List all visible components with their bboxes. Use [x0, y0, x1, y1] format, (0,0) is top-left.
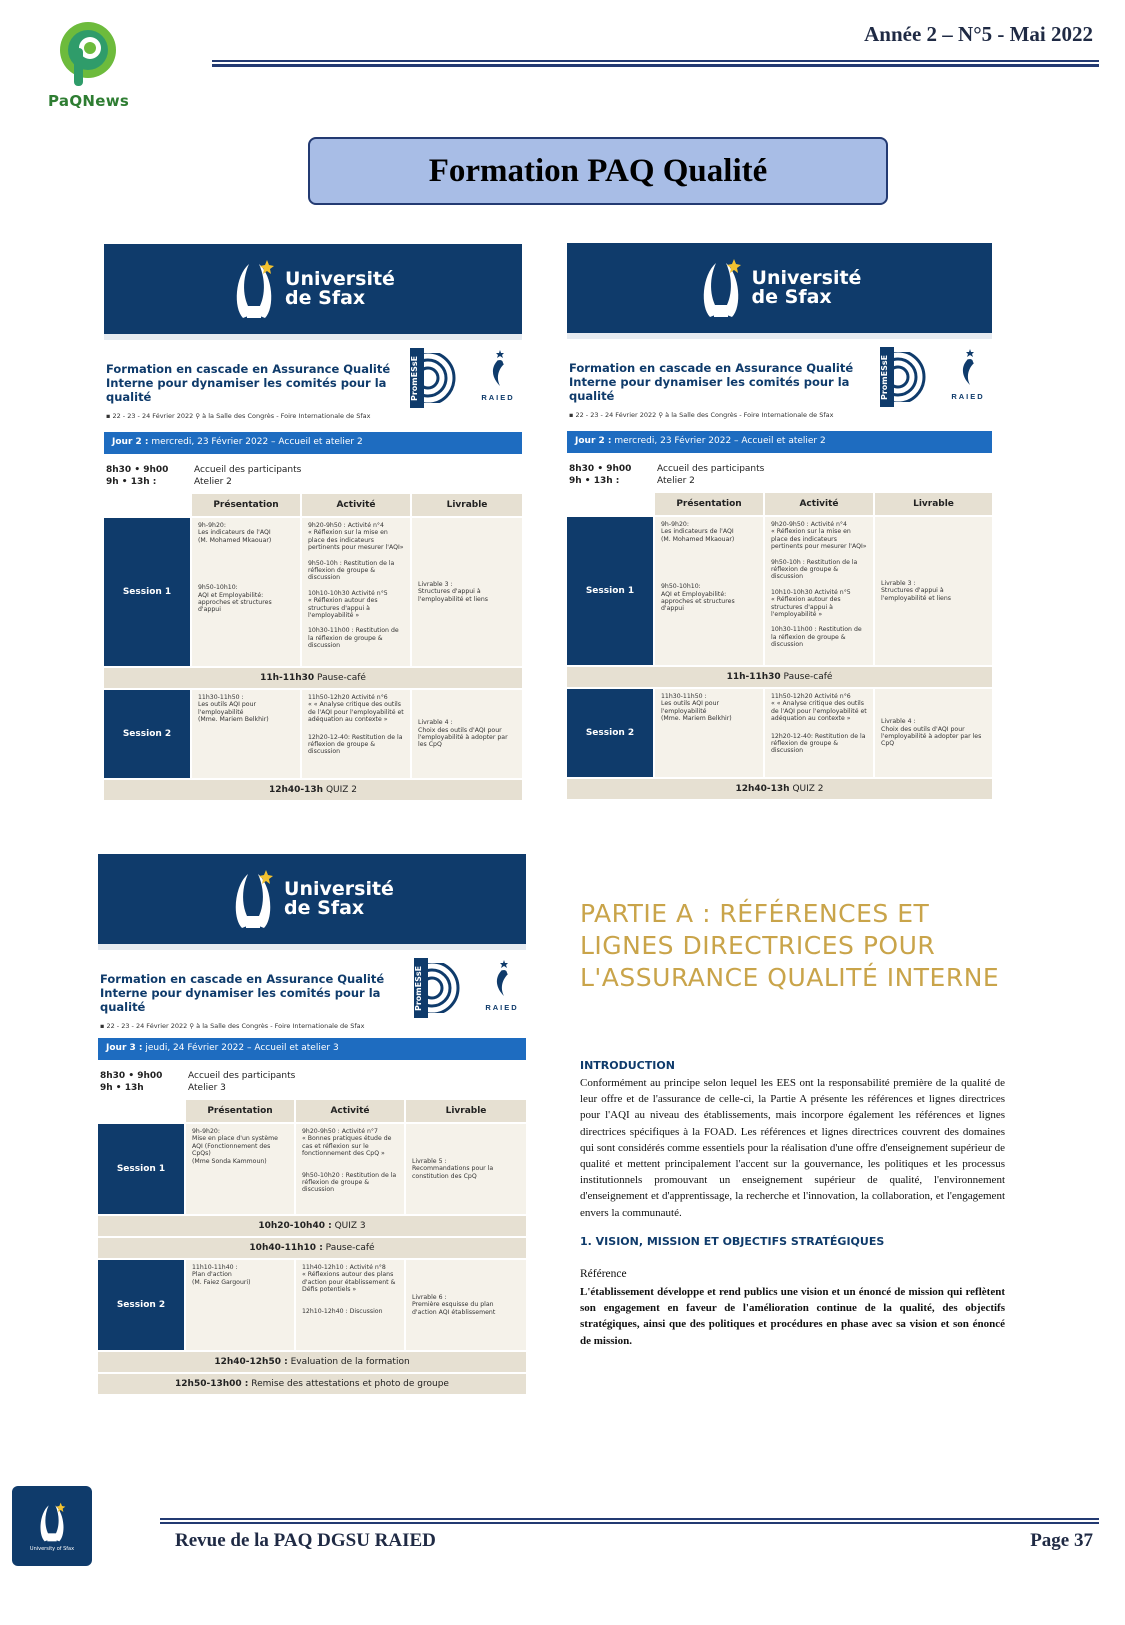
footer-logo-caption: University of Sfax	[29, 1546, 75, 1552]
page-number: Page 37	[1030, 1530, 1093, 1551]
session-presentation: 9h-9h20: Mise en place d'un système AQI (Fonctionnement des CpQs) (Mme Sonda Kammoun)	[184, 1122, 294, 1214]
training-title: Formation en cascade en Assurance Qualité Interne pour dynamiser les comités pour la qualité	[569, 361, 854, 403]
day-row: Jour 3 : jeudi, 24 Février 2022 – Accueil et atelier 3	[98, 1038, 526, 1060]
schedule-times: 8h30 • 9h00 Accueil des participants 9h • 13h Atelier 3	[100, 1071, 296, 1093]
schedule-times: 8h30 • 9h00 Accueil des participants 9h • 13h : Atelier 2	[569, 464, 765, 486]
session-livrable: Livrable 5 : Recommandations pour la constitution des CpQ	[404, 1122, 526, 1214]
university-name-line1: Université	[285, 268, 395, 290]
programme-card-day3	[98, 854, 526, 1394]
reference-text: L'établissement développe et rend publics une vision et un énoncé de mission qui reflètent son engagement en faveur de l'amélioration continue de la qualité, des objectifs stratégiques, ainsi que des politiques et procédures en phase avec sa vision et son énoncé de mission.	[580, 1286, 1005, 1347]
university-emblem-icon	[698, 255, 744, 321]
session-livrable: Livrable 6 : Première esquisse du plan d'action AQI établissement	[404, 1258, 526, 1350]
session-label: Session 1	[104, 516, 190, 666]
raied-label: RAIED	[481, 393, 515, 402]
session-livrable: Livrable 3 : Structures d'appui à l'employabilité et liens	[873, 515, 992, 665]
schedule-table	[104, 494, 522, 800]
day-row: Jour 2 : mercredi, 23 Février 2022 – Accueil et atelier 2	[104, 432, 522, 454]
university-banner	[567, 243, 992, 333]
raied-logo	[478, 348, 518, 402]
col-livrable: Livrable	[410, 494, 522, 516]
university-name-line1: Université	[284, 878, 394, 900]
schedule-times: 8h30 • 9h00 Accueil des participants 9h • 13h : Atelier 2	[106, 465, 302, 487]
introduction-text: Conformément au principe selon lequel les EES ont la responsabilité première de la qualité de leur offre et de l'assurance de celle-ci, la Partie A présente les références et lignes directrices pour l'AQI au niveau des établissements, mais incorpore également les références et lignes directrices spécifiques à la FOAD. Les références et lignes directrices couvrent des domaines qui sont considérés comme essentiels pour la réalisation d'une offre d'enseignement supérieur de qualité et mettent principalement l'accent sur la gouvernance, les politiques et les processus institutionnels promouvant un enseignement supérieur de qualité, l'environnement d'enseignement et d'apprentissage, la recherche et l'innovation, la collaboration, et l'engagement envers la communauté.	[580, 1077, 1005, 1219]
session-label: Session 1	[98, 1122, 184, 1214]
session-presentation: 11h30-11h50 : Les outils AQI pour l'employabilité (Mme. Mariem Belkhir)	[653, 687, 763, 777]
university-emblem-icon	[231, 256, 277, 322]
quiz-bar: 12h40-13h QUIZ 2	[104, 778, 522, 800]
evaluation-bar: 12h40-12h50 : Evaluation de la formation	[98, 1350, 526, 1372]
section-heading: 1. VISION, MISSION ET OBJECTIFS STRATÉGIQUES	[580, 1235, 885, 1248]
university-banner	[98, 854, 526, 944]
session-activity: 11h50-12h20 Activité n°6 « « Analyse critique des outils de l'AQI pour l'employabilité et adéquation au contexte » 12h20-12-40: Restitution de la réflexion de groupe & discussion	[763, 687, 873, 777]
promesse-rings-icon	[428, 963, 462, 1013]
col-activite: Activité	[294, 1100, 404, 1122]
training-meta: ▪ 22 - 23 - 24 Février 2022 ⚲ à la Salle des Congrès - Foire Internationale de Sfax	[100, 1022, 365, 1030]
quiz-bar: 10h20-10h40 : QUIZ 3	[98, 1214, 526, 1236]
break-bar: 10h40-11h10 : Pause-café	[98, 1236, 526, 1258]
training-header	[98, 950, 526, 1038]
training-meta: ▪ 22 - 23 - 24 Février 2022 ⚲ à la Salle des Congrès - Foire Internationale de Sfax	[106, 412, 371, 420]
introduction-heading: INTRODUCTION	[580, 1059, 675, 1072]
training-meta: ▪ 22 - 23 - 24 Février 2022 ⚲ à la Salle des Congrès - Foire Internationale de Sfax	[569, 411, 834, 419]
paqnews-p-icon	[56, 20, 120, 90]
col-activite: Activité	[300, 494, 410, 516]
university-emblem-icon	[230, 866, 276, 932]
session-activity: 9h20-9h50 : Activité n°4 « Réflexion sur la mise en place des indicateurs pertinents pour mesurer l'AQI» 9h50-10h : Restitution de la réflexion de groupe & discussion 10h10-10h30 Activité n°5 « Réflexion autour des structures d'appui à l'employabilité » 10h30-11h00 : Restitution de la réflexion de groupe & discussion	[763, 515, 873, 665]
day-row: Jour 2 : mercredi, 23 Février 2022 – Accueil et atelier 2	[567, 431, 992, 453]
university-name-line2: de Sfax	[751, 286, 832, 308]
session-activity: 9h20-9h50 : Activité n°7 « Bonnes pratiques étude de cas et réflexion sur le fonctionnement des CpQ » 9h50-10h20 : Restitution de la réflexion de groupe & discussion	[294, 1122, 404, 1214]
col-livrable: Livrable	[873, 493, 992, 515]
break-bar: 11h-11h30 Pause-café	[567, 665, 992, 687]
header-rule	[212, 60, 1099, 67]
raied-figure-icon	[486, 348, 510, 388]
schedule-table	[567, 493, 992, 799]
paqnews-logo-text: PaQNews	[48, 92, 130, 110]
session-presentation: 11h10-11h40 : Plan d'action (M. Faiez Gargouri)	[184, 1258, 294, 1350]
closing-bar: 12h50-13h00 : Remise des attestations et photo de groupe	[98, 1372, 526, 1394]
session-presentation: 9h-9h20: Les indicateurs de l'AQI (M. Mohamed Mkaouar) 9h50-10h10: AQI et Employabilité: approches et structures d'appui	[653, 515, 763, 665]
page-title: Formation PAQ Qualité	[428, 152, 768, 189]
university-emblem-icon	[36, 1500, 68, 1544]
footer-university-logo	[12, 1486, 92, 1566]
session-label: Session 1	[567, 515, 653, 665]
raied-logo	[482, 958, 522, 1012]
training-title: Formation en cascade en Assurance Qualité Interne pour dynamiser les comités pour la qualité	[106, 362, 391, 404]
footer-journal-title: Revue de la PAQ DGSU RAIED	[175, 1530, 436, 1551]
training-title: Formation en cascade en Assurance Qualité Interne pour dynamiser les comités pour la qualité	[100, 972, 385, 1014]
session-label: Session 2	[98, 1258, 184, 1350]
footer-rule	[160, 1518, 1099, 1524]
programme-card-day2-left	[104, 244, 522, 800]
session-livrable: Livrable 4 : Choix des outils d'AQI pour l'employabilité à adopter par les CpQ	[873, 687, 992, 777]
page-title-box	[308, 137, 888, 205]
promesse-rings-icon	[424, 353, 458, 403]
session-presentation: 11h30-11h50 : Les outils AQI pour l'employabilité (Mme. Mariem Belkhir)	[190, 688, 300, 778]
reference-heading: Référence	[580, 1268, 627, 1280]
promesse-logo	[414, 958, 464, 1018]
session-livrable: Livrable 4 : Choix des outils d'AQI pour l'employabilité à adopter par les CpQ	[410, 688, 522, 778]
promesse-logo	[410, 348, 460, 408]
break-bar: 11h-11h30 Pause-café	[104, 666, 522, 688]
raied-label: RAIED	[485, 1003, 519, 1012]
university-name-line2: de Sfax	[285, 287, 366, 309]
session-livrable: Livrable 3 : Structures d'appui à l'employabilité et liens	[410, 516, 522, 666]
training-header	[104, 340, 522, 428]
session-activity: 11h40-12h10 : Activité n°8 « Réflexions autour des plans d'action pour établissement & Défis potentiels » 12h10-12h40 : Discussion	[294, 1258, 404, 1350]
raied-figure-icon	[490, 958, 514, 998]
university-banner	[104, 244, 522, 334]
raied-logo	[948, 347, 988, 401]
col-presentation: Présentation	[653, 493, 763, 515]
col-presentation: Présentation	[190, 494, 300, 516]
promesse-label: PromESsE	[410, 348, 424, 408]
promesse-logo	[880, 347, 930, 407]
session-presentation: 9h-9h20: Les indicateurs de l'AQI (M. Mohamed Mkaouar) 9h50-10h10: AQI et Employabilité: approches et structures d'appui	[190, 516, 300, 666]
col-presentation: Présentation	[184, 1100, 294, 1122]
col-livrable: Livrable	[404, 1100, 526, 1122]
session-activity: 9h20-9h50 : Activité n°4 « Réflexion sur la mise en place des indicateurs pertinents pour mesurer l'AQI» 9h50-10h : Restitution de la réflexion de groupe & discussion 10h10-10h30 Activité n°5 « Réflexion autour des structures d'appui à l'employabilité » 10h30-11h00 : Restitution de la réflexion de groupe & discussion	[300, 516, 410, 666]
partie-a-heading: PARTIE A : RÉFÉRENCES ET LIGNES DIRECTRICES POUR L'ASSURANCE QUALITÉ INTERNE	[580, 899, 1000, 992]
session-activity: 11h50-12h20 Activité n°6 « « Analyse critique des outils de l'AQI pour l'employabilité et adéquation au contexte » 12h20-12-40: Restitution de la réflexion de groupe & discussion	[300, 688, 410, 778]
schedule-table	[98, 1100, 526, 1394]
promesse-rings-icon	[894, 352, 928, 402]
university-name-line1: Université	[751, 267, 862, 289]
university-name-line2: de Sfax	[284, 897, 365, 919]
programme-card-day2-right	[567, 243, 992, 799]
session-label: Session 2	[567, 687, 653, 777]
session-label: Session 2	[104, 688, 190, 778]
promesse-label: PromESsE	[414, 958, 428, 1018]
quiz-bar: 12h40-13h QUIZ 2	[567, 777, 992, 799]
col-activite: Activité	[763, 493, 873, 515]
raied-figure-icon	[956, 347, 980, 387]
training-header	[567, 339, 992, 427]
promesse-label: PromESsE	[880, 347, 894, 407]
paqnews-logo	[40, 20, 150, 115]
raied-label: RAIED	[951, 392, 985, 401]
issue-label: Année 2 – N°5 - Mai 2022	[864, 22, 1093, 46]
